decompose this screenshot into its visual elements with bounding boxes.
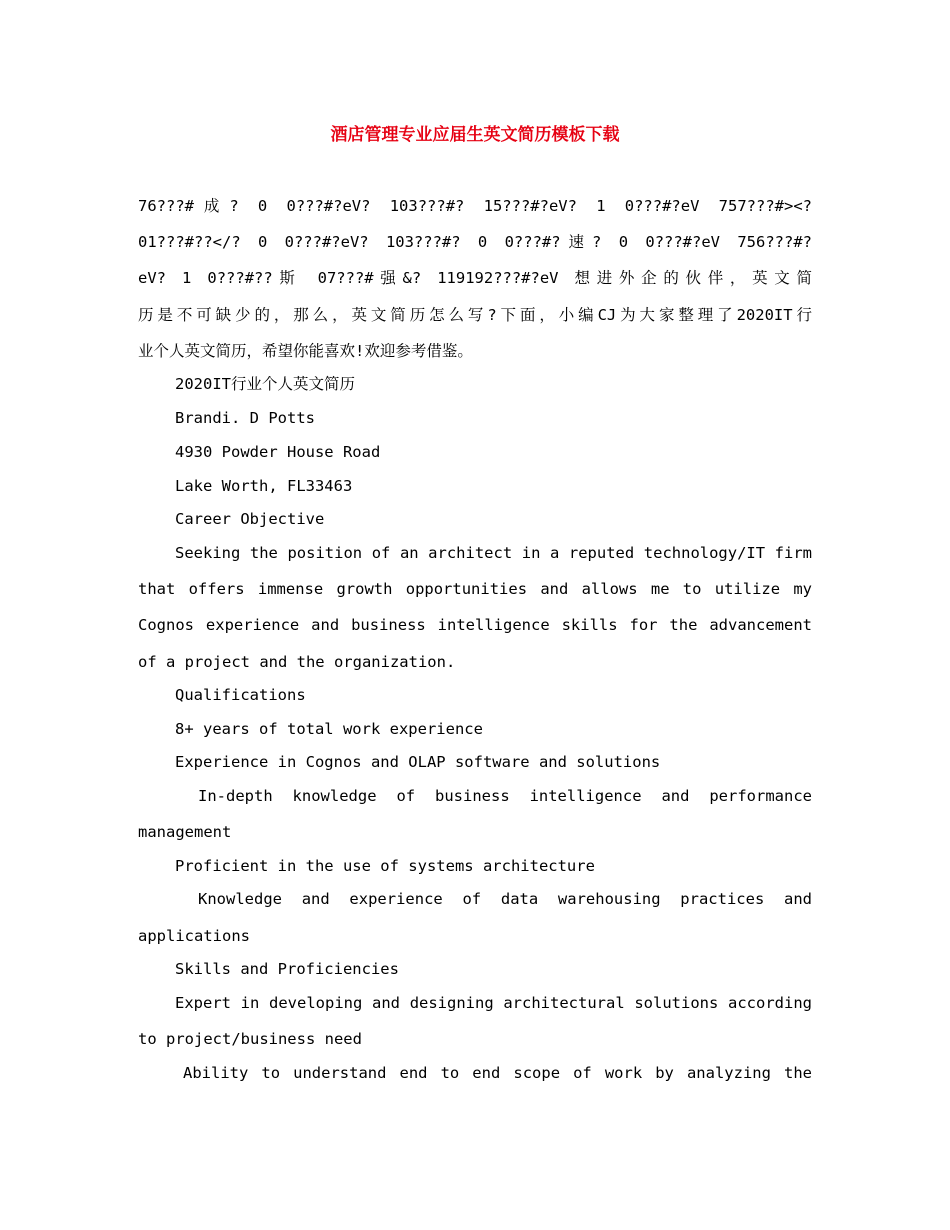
contact-name: Brandi. D Potts xyxy=(175,409,315,427)
contact-address: 4930 Powder House Road xyxy=(175,443,381,461)
body-line: Cognos experience and business intelligence skills for the advancement xyxy=(138,616,812,634)
list-item: Ability to understand end to end scope of work by analyzing the xyxy=(183,1064,812,1082)
section-heading: Skills and Proficiencies xyxy=(175,960,399,978)
list-item: Knowledge and experience of data warehousing practices and xyxy=(198,890,812,908)
list-item: 8+ years of total work experience xyxy=(175,720,483,738)
body-line: of a project and the organization. xyxy=(138,653,456,671)
section-heading: Career Objective xyxy=(175,510,325,528)
body-line: 01???#??</? 0 0???#?eV? 103???#? 0 0???#?速? 0 0???#?eV 756???#? xyxy=(138,233,812,251)
list-item: Experience in Cognos and OLAP software and solutions xyxy=(175,753,661,771)
section-heading: Qualifications xyxy=(175,686,306,704)
contact-city: Lake Worth, FL33463 xyxy=(175,477,353,495)
body-line: 历是不可缺少的，那么，英文简历怎么写?下面，小编CJ为大家整理了2020IT行 xyxy=(138,306,812,324)
body-line: to project/business need xyxy=(138,1030,362,1048)
body-line: 76???#成? 0 0???#?eV? 103???#? 15???#?eV? 1 0???#?eV 757???#><? xyxy=(138,197,812,215)
section-heading: 2020IT行业个人英文简历 xyxy=(175,375,355,393)
document-title: 酒店管理专业应届生英文简历模板下载 xyxy=(330,125,620,145)
body-line: that offers immense growth opportunities and allows me to utilize my xyxy=(138,580,812,598)
list-item: In-depth knowledge of business intelligence and performance xyxy=(198,787,812,805)
body-line: Seeking the position of an architect in a reputed technology/IT firm xyxy=(175,544,812,562)
body-line: 业个人英文简历，希望你能喜欢!欢迎参考借鉴。 xyxy=(138,342,473,360)
body-line: applications xyxy=(138,927,250,945)
body-line: management xyxy=(138,823,232,841)
list-item: Proficient in the use of systems architecture xyxy=(175,857,595,875)
list-item: Expert in developing and designing architectural solutions according xyxy=(175,994,812,1012)
body-line: eV? 1 0???#??斯 07???#强&? 119192???#?eV 想进外企的伙伴，英文简 xyxy=(138,269,812,287)
